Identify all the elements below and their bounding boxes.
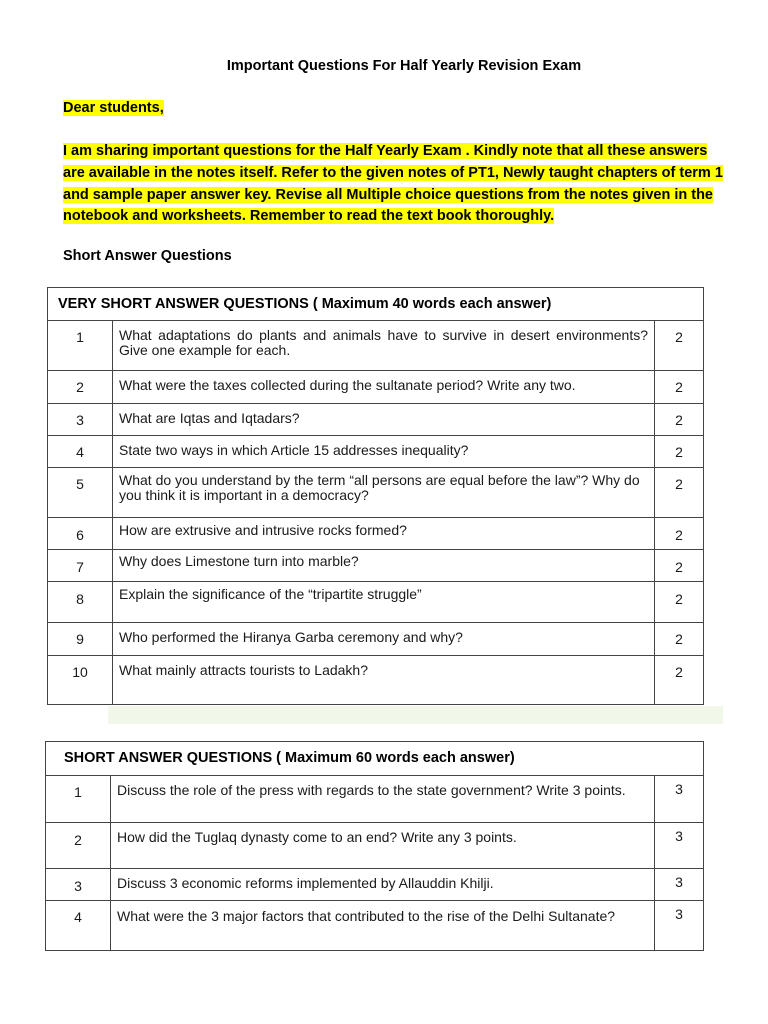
question-number: 2 [48, 371, 113, 404]
table-row [48, 518, 704, 550]
question-text: How are extrusive and intrusive rocks formed? [113, 518, 655, 550]
intro-text: I am sharing important questions for the Half Yearly Exam . Kindly note that all these answers are available in the notes itself. Refer to the given notes of PT1, Newly taught chapters of term 1 and sample paper answer key. Revise all Multiple choice questions from the notes given in the notebook and worksheets. Remember to read the text book thoroughly. [63, 143, 723, 225]
question-marks: 2 [655, 468, 704, 518]
section-label: Short Answer Questions [63, 248, 232, 264]
short-answer-table [45, 741, 704, 951]
question-marks: 2 [655, 623, 704, 656]
table-row [48, 468, 704, 518]
table-row [48, 371, 704, 404]
question-marks: 2 [655, 550, 704, 582]
question-text: What were the 3 major factors that contributed to the rise of the Delhi Sultanate? [111, 901, 655, 951]
table-row [48, 436, 704, 468]
table-heading: VERY SHORT ANSWER QUESTIONS ( Maximum 40 words each answer) [48, 288, 704, 321]
intro-paragraph [63, 141, 728, 228]
question-text: How did the Tuglaq dynasty come to an end? Write any 3 points. [111, 823, 655, 869]
question-marks: 2 [655, 656, 704, 705]
document-title: Important Questions For Half Yearly Revision Exam [226, 58, 582, 74]
question-text: What mainly attracts tourists to Ladakh? [113, 656, 655, 705]
question-number: 4 [46, 901, 111, 951]
table-row [46, 901, 704, 951]
very-short-answer-table [47, 287, 704, 705]
question-number: 2 [46, 823, 111, 869]
table-row [48, 321, 704, 371]
table-heading: SHORT ANSWER QUESTIONS ( Maximum 60 words each answer) [46, 742, 704, 776]
question-number: 1 [48, 321, 113, 371]
question-number: 7 [48, 550, 113, 582]
question-text: What were the taxes collected during the sultanate period? Write any two. [113, 371, 655, 404]
table-row [48, 656, 704, 705]
greeting-text: Dear students, [63, 100, 164, 116]
question-number: 10 [48, 656, 113, 705]
table-row [46, 869, 704, 901]
table-row [48, 623, 704, 656]
highlight-strip [108, 706, 723, 724]
question-text: What adaptations do plants and animals have to survive in desert environments? Give one example for each. [113, 321, 655, 371]
question-number: 1 [46, 776, 111, 823]
question-marks: 2 [655, 321, 704, 371]
question-marks: 3 [655, 823, 704, 869]
greeting [63, 100, 164, 116]
question-marks: 3 [655, 869, 704, 901]
question-text: Explain the significance of the “tripartite struggle” [113, 582, 655, 623]
question-marks: 3 [655, 901, 704, 951]
question-number: 5 [48, 468, 113, 518]
table-row [46, 776, 704, 823]
question-number: 3 [48, 404, 113, 436]
question-marks: 2 [655, 518, 704, 550]
question-marks: 2 [655, 582, 704, 623]
question-number: 8 [48, 582, 113, 623]
table-row [48, 550, 704, 582]
question-text: State two ways in which Article 15 addresses inequality? [113, 436, 655, 468]
question-marks: 2 [655, 371, 704, 404]
question-number: 4 [48, 436, 113, 468]
question-text: Discuss the role of the press with regards to the state government? Write 3 points. [111, 776, 655, 823]
question-text: What are Iqtas and Iqtadars? [113, 404, 655, 436]
question-number: 6 [48, 518, 113, 550]
question-text: What do you understand by the term “all persons are equal before the law”? Why do you think it is important in a democracy? [113, 468, 655, 518]
question-marks: 3 [655, 776, 704, 823]
table-row [48, 404, 704, 436]
question-marks: 2 [655, 436, 704, 468]
question-text: Discuss 3 economic reforms implemented by Allauddin Khilji. [111, 869, 655, 901]
table-row [48, 582, 704, 623]
table-row [46, 823, 704, 869]
question-text: Why does Limestone turn into marble? [113, 550, 655, 582]
question-marks: 2 [655, 404, 704, 436]
question-number: 9 [48, 623, 113, 656]
question-text: Who performed the Hiranya Garba ceremony and why? [113, 623, 655, 656]
question-number: 3 [46, 869, 111, 901]
